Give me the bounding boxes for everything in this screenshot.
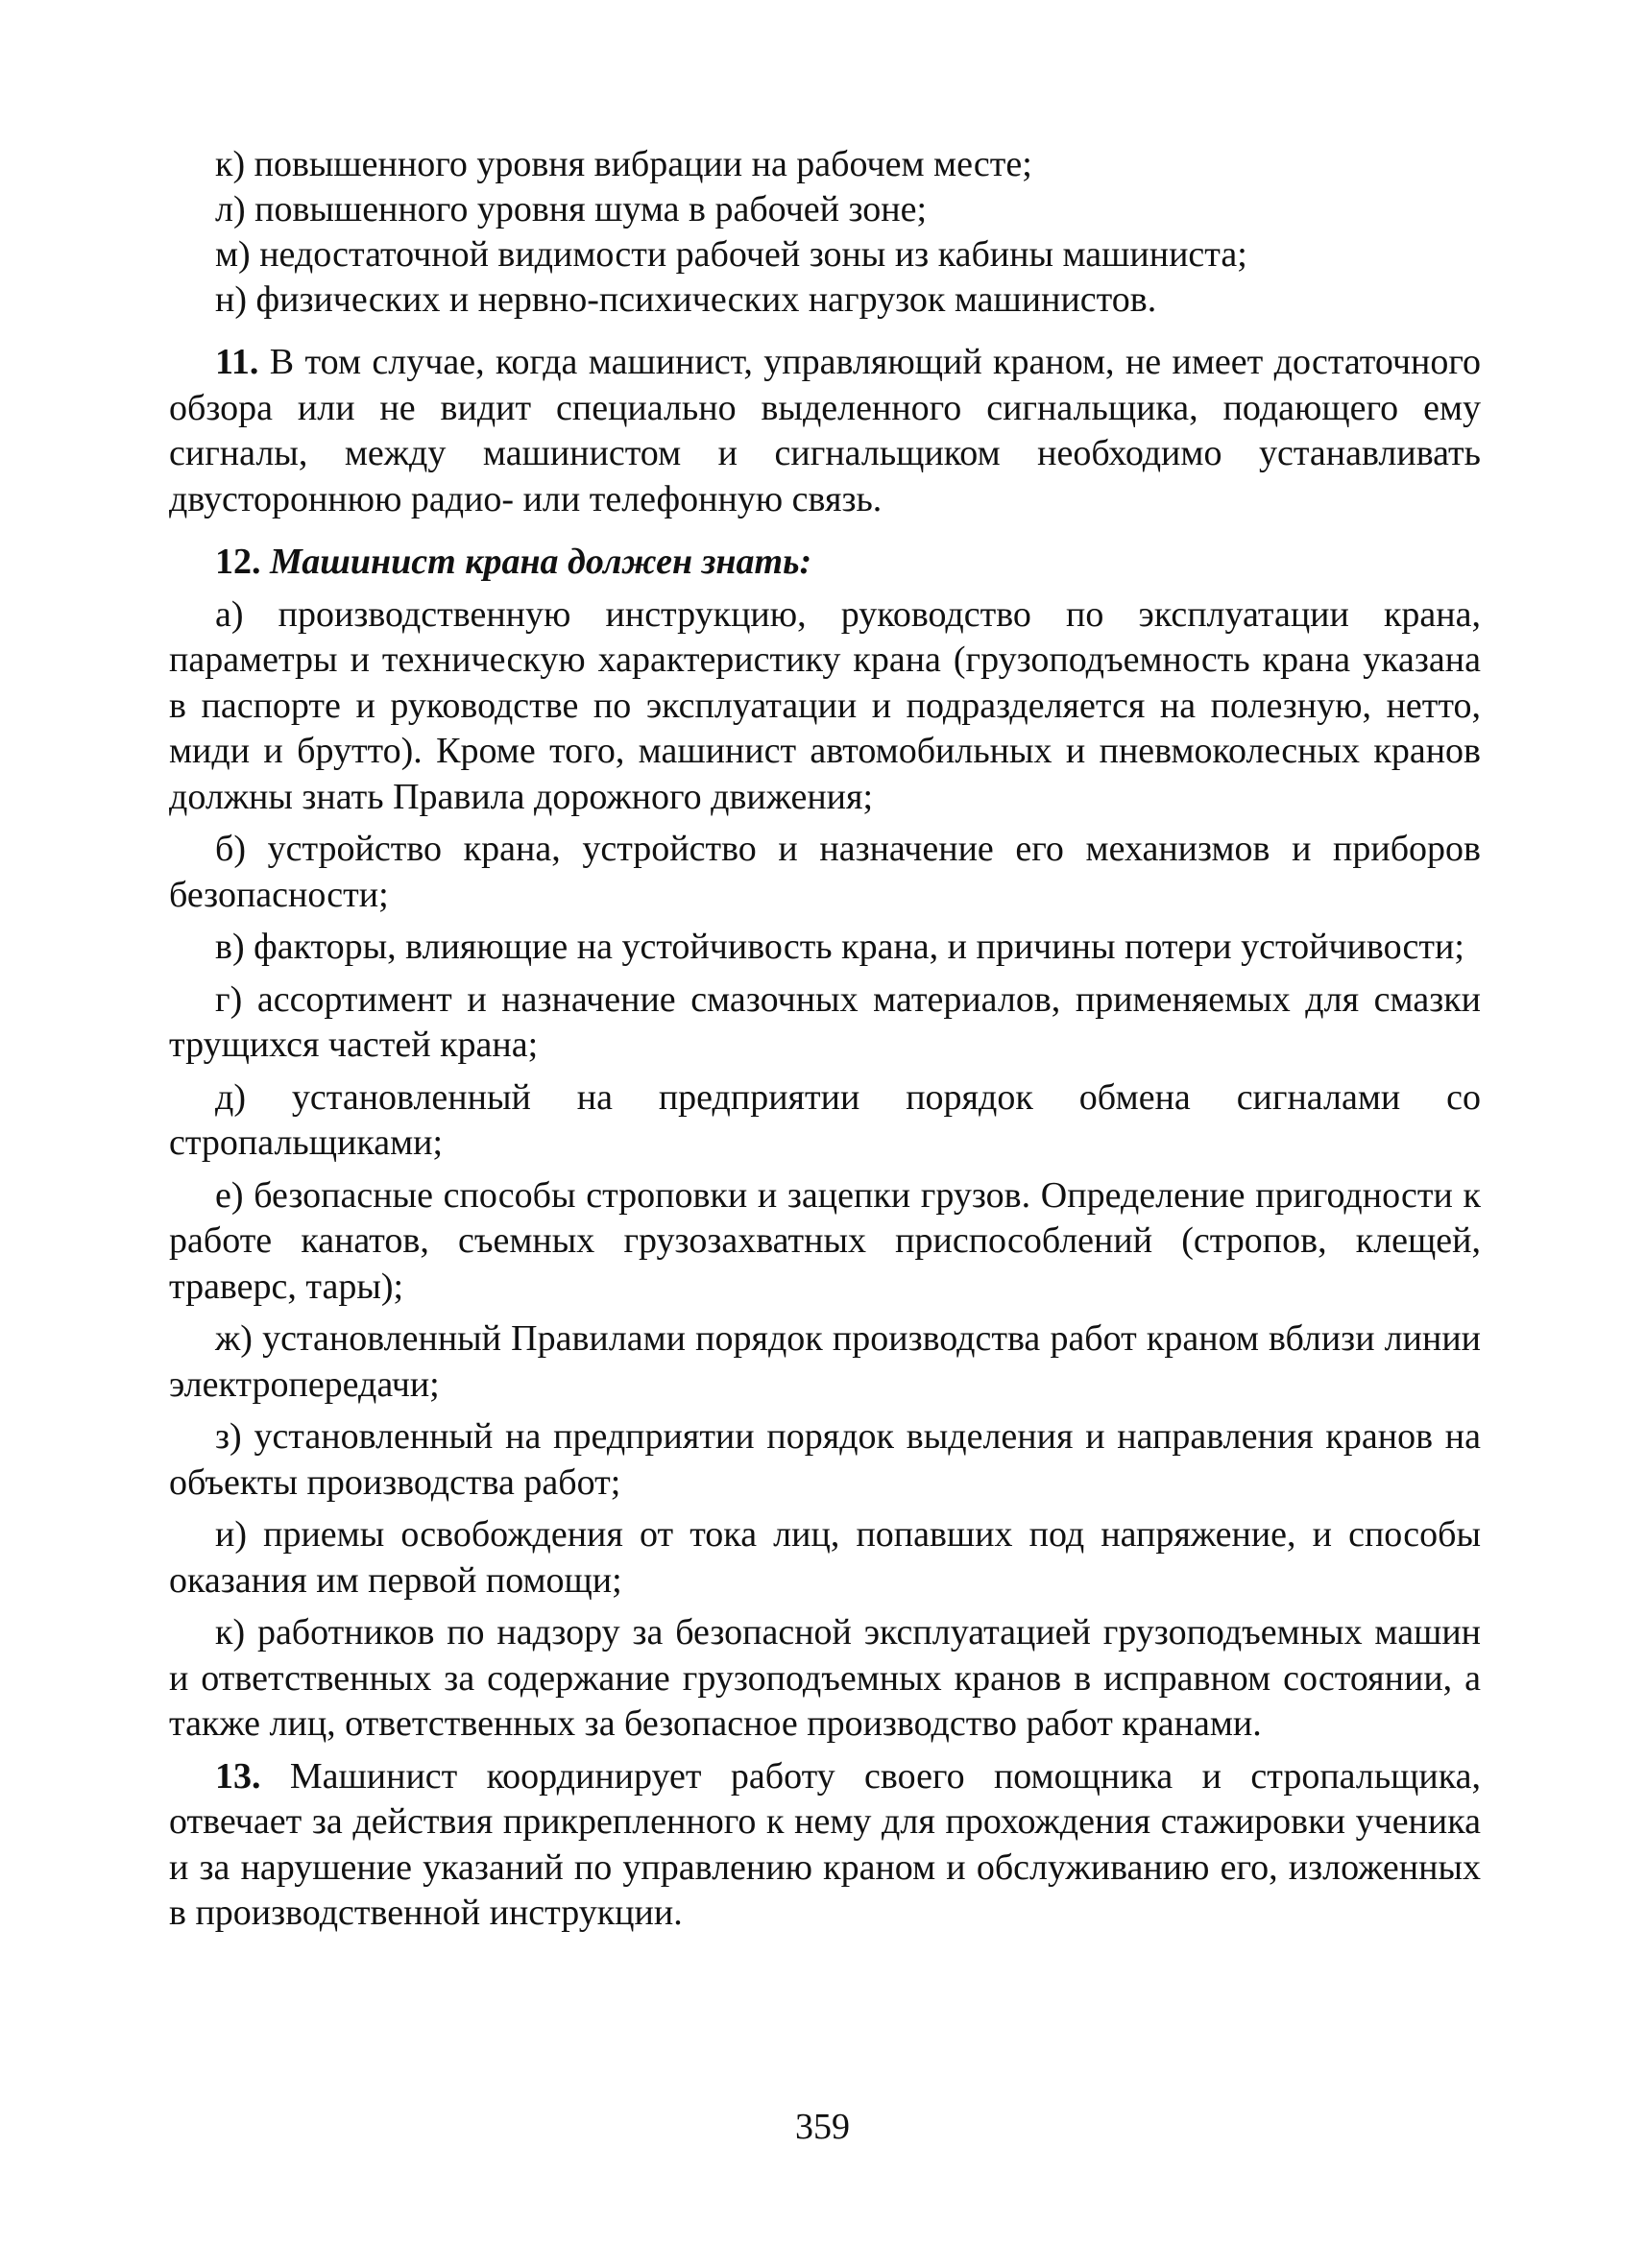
item-12-d: д) установленный на предприятии порядок обмена сигналами со стропальщиками; (169, 1076, 1481, 1163)
item-12-zh: ж) установленный Правилами порядок производства работ краном вблизи линии электропередачи; (169, 1318, 1481, 1405)
paragraph-11 (169, 340, 1481, 522)
item-12-i: и) приемы освобождения от тока лиц, попавших под напряжение, и способы оказания им первой помощи; (169, 1514, 1481, 1601)
item-12-e: е) безопасные способы строповки и зацепки грузов. Определение пригодности к работе канатов, съемных грузозахватных приспособлений (стропов, клещей, траверс, тары); (169, 1174, 1481, 1307)
page-body (169, 142, 1481, 1943)
item-12-b: б) устройство крана, устройство и назначение его механизмов и приборов безопасности; (169, 829, 1481, 915)
section-12-heading (169, 540, 1481, 586)
section-12-title: Машинист крана должен знать: (260, 542, 812, 582)
item-12-g: г) ассортимент и назначение смазочных материалов, применяемых для смазки трущихся частей крана; (169, 978, 1481, 1065)
item-12-k: к) работников по надзору за безопасной эксплуатацией грузоподъемных машин и ответственных за содержание грузоподъемных кранов в исправном состоянии, а также лиц, ответственных за безопасное производство работ кранами. (169, 1612, 1481, 1744)
paragraph-13 (169, 1754, 1481, 1937)
paragraph-13-number: 13. (215, 1755, 261, 1797)
list-item-l-top: л) повышенного уровня шума в рабочей зоне; (215, 189, 928, 229)
item-12-z: з) установленный на предприятии порядок выделения и направления кранов на объекты производства работ; (169, 1416, 1481, 1503)
paragraph-11-text: В том случае, когда машинист, управляющий краном, не имеет достаточного обзора или не видит специально выделенного сигнальщика, подающего ему сигналы, между машинистом и сигнальщиком необходимо устанавливать двустороннюю радио- или телефонную связь. (169, 342, 1481, 519)
paragraph-11-number: 11. (215, 342, 259, 382)
list-item-n-top: н) физических и нервно-психических нагрузок машинистов. (215, 279, 1157, 320)
paragraph-13-text: Машинист координирует работу своего помощника и стропальщика, отвечает за действия прикрепленного к нему для прохождения стажировки ученика и за нарушение указаний по управлению краном и обслуживанию его, изложенных в производственной инструкции. (169, 1755, 1481, 1933)
item-12-v: в) факторы, влияющие на устойчивость крана, и причины потери устойчивости; (215, 927, 1464, 967)
item-12-a: а) производственную инструкцию, руководство по эксплуатации крана, параметры и техническую характеристику крана (грузоподъемность крана указана в паспорте и руководстве по эксплуатации и подразделяется на полезную, нетто, миди и брутто). Кроме того, машинист автомобильных и пневмоколесных кранов должны знать Правила дорожного движения; (169, 593, 1481, 817)
page-number: 359 (795, 2107, 850, 2147)
list-item-k-top: к) повышенного уровня вибрации на рабочем месте; (215, 144, 1032, 184)
section-12-number: 12. (215, 542, 261, 582)
list-item-m-top: м) недостаточной видимости рабочей зоны из кабины машиниста; (215, 234, 1247, 275)
